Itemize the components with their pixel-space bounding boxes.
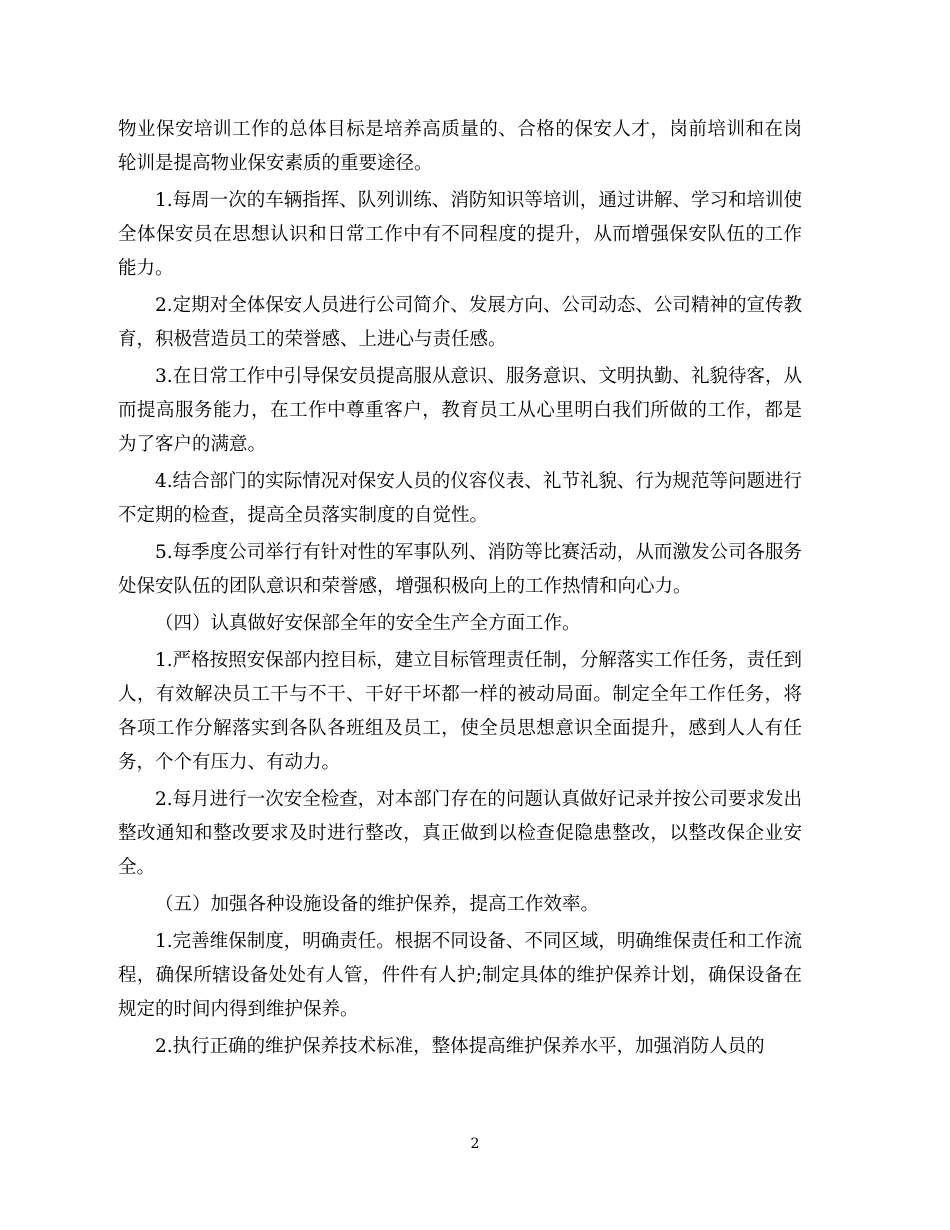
paragraph-section4-item-2: 2.每月进行一次安全检查，对本部门存在的问题认真做好记录并按公司要求发出整改通知和整改要求及时进行整改，真正做到以检查促隐患整改，以整改保企业安全。 xyxy=(118,789,802,878)
section-heading-4: （四）认真做好安保部全年的安全生产全方面工作。 xyxy=(155,613,581,634)
paragraph-item-2: 2.定期对全体保安人员进行公司简介、发展方向、公司动态、公司精神的宣传教育，积极营造员工的荣誉感、上进心与责任感。 xyxy=(118,295,802,350)
document-body xyxy=(118,113,802,1067)
section-heading-5: （五）加强各种设施设备的维护保养，提高工作效率。 xyxy=(155,894,600,915)
paragraph-item-4: 4.结合部门的实际情况对保安人员的仪容仪表、礼节礼貌、行为规范等问题进行不定期的检查，提高全员落实制度的自觉性。 xyxy=(118,471,802,526)
paragraph-section5-item-2: 2.执行正确的维护保养技术标准，整体提高维护保养水平，加强消防人员的 xyxy=(155,1036,765,1057)
paragraph-item-5: 5.每季度公司举行有针对性的军事队列、消防等比赛活动，从而激发公司各服务处保安队伍的团队意识和荣誉感，增强积极向上的工作热情和向心力。 xyxy=(118,542,802,597)
paragraph-item-1: 1.每周一次的车辆指挥、队列训练、消防知识等培训，通过讲解、学习和培训使全体保安员在思想认识和日常工作中有不同程度的提升，从而增强保安队伍的工作能力。 xyxy=(118,190,802,279)
paragraph-section5-item-1: 1.完善维保制度，明确责任。根据不同设备、不同区域，明确维保责任和工作流程，确保所辖设备处处有人管，件件有人护;制定具体的维护保养计划，确保设备在规定的时间内得到维护保养。 xyxy=(118,931,802,1020)
paragraph-item-3: 3.在日常工作中引导保安员提高服从意识、服务意识、文明执勤、礼貌待客，从而提高服务能力，在工作中尊重客户，教育员工从心里明白我们所做的工作，都是为了客户的满意。 xyxy=(118,366,802,455)
page-number: 2 xyxy=(470,1136,480,1152)
paragraph-intro: 物业保安培训工作的总体目标是培养高质量的、合格的保安人才，岗前培训和在岗轮训是提高物业保安素质的重要途径。 xyxy=(118,119,802,174)
paragraph-section4-item-1: 1.严格按照安保部内控目标，建立目标管理责任制，分解落实工作任务，责任到人，有效解决员工干与不干、干好干坏都一样的被动局面。制定全年工作任务，将各项工作分解落实到各队各班组及员工，使全员思想意识全面提升，感到人人有任务，个个有压力、有动力。 xyxy=(118,650,802,773)
